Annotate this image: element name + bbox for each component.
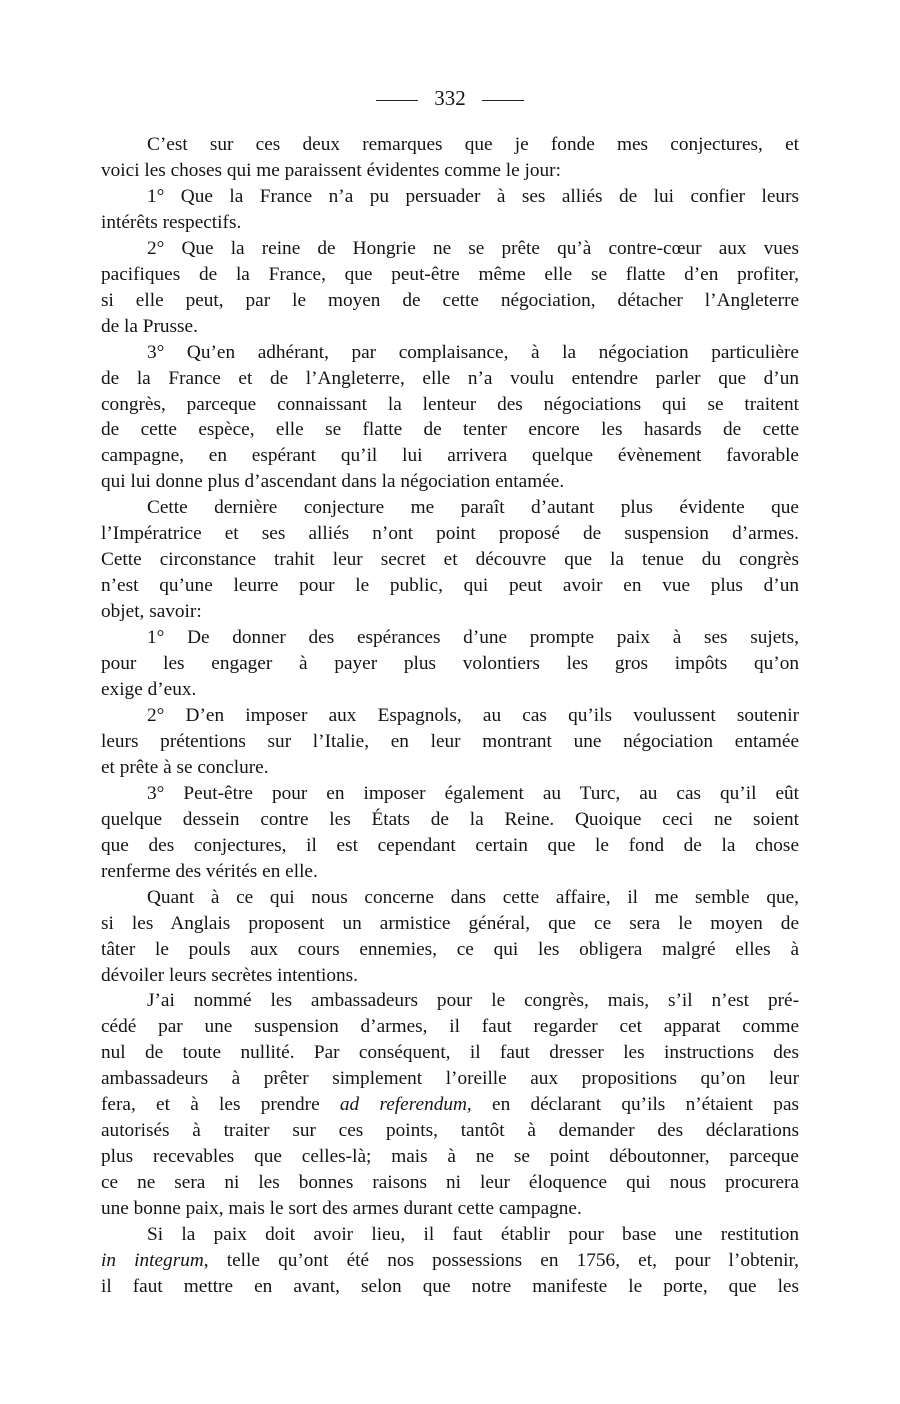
text-line: si elle peut, par le moyen de cette négociation, détacher l’Angleterre [101,289,799,311]
text-line: quelque dessein contre les États de la Reine. Quoique ceci ne soient [101,808,799,830]
page-number: 332 [434,86,466,110]
header-rule-left [376,100,418,101]
text-line: 3° Peut-être pour en imposer également au Turc, au cas qu’il eût [147,782,799,804]
text-line: une bonne paix, mais le sort des armes durant cette campagne. [101,1198,582,1220]
italic-phrase: in integrum [101,1249,204,1271]
text-line: exige d’eux. [101,679,197,701]
text-line: si les Anglais proposent un armistice général, que ce sera le moyen de [101,912,799,934]
text-line: congrès, parceque connaissant la lenteur des négociations qui se traitent [101,393,799,415]
text-line: Si la paix doit avoir lieu, il faut établir pour base une restitution [147,1224,799,1246]
text-line: ambassadeurs à prêter simplement l’oreille aux propositions qu’on leur [101,1068,799,1090]
text-line: 3° Qu’en adhérant, par complaisance, à la négociation particulière [147,341,799,363]
text-line: renferme des vérités en elle. [101,860,318,882]
text-span: , telle qu’ont été nos possessions en 1756, et, pour l’obtenir, [203,1249,799,1271]
text-line [101,1248,799,1274]
text-line: leurs prétentions sur l’Italie, en leur montrant une négociation entamée [101,730,799,752]
text-line: autorisés à traiter sur ces points, tantôt à demander des déclarations [101,1120,799,1142]
text-line: 2° Que la reine de Hongrie ne se prête qu’à contre-cœur aux vues [147,237,799,259]
body-text [101,132,799,1300]
text-line: Cette dernière conjecture me paraît d’autant plus évidente que [147,497,799,519]
text-span: , en déclarant qu’ils n’étaient pas [466,1094,800,1116]
text-line: plus recevables que celles-là; mais à ne se point déboutonner, parceque [101,1146,799,1168]
text-line: J’ai nommé les ambassadeurs pour le congrès, mais, s’il n’est pré- [147,990,799,1012]
text-line: cédé par une suspension d’armes, il faut regarder cet apparat comme [101,1016,799,1038]
page-header [0,86,900,111]
text-line: 2° D’en imposer aux Espagnols, au cas qu’ils voulussent soutenir [147,704,799,726]
text-line: n’est qu’une leurre pour le public, qui peut avoir en vue plus d’un [101,575,799,597]
text-line: tâter le pouls aux cours ennemies, ce qui les obligera malgré elles à [101,938,799,960]
text-line: Cette circonstance trahit leur secret et découvre que la tenue du congrès [101,549,799,571]
text-line: pour les engager à payer plus volontiers les gros impôts qu’on [101,653,799,675]
text-line: il faut mettre en avant, selon que notre manifeste le porte, que les [101,1275,799,1297]
text-line: C’est sur ces deux remarques que je fonde mes conjectures, et [147,134,799,155]
text-line: 1° Que la France n’a pu persuader à ses alliés de lui confier leurs [147,185,799,207]
text-line: qui lui donne plus d’ascendant dans la négociation entamée. [101,471,565,493]
text-line: intérêts respectifs. [101,211,242,233]
text-line: de cette espèce, elle se flatte de tenter encore les hasards de cette [101,419,799,441]
text-line: 1° De donner des espérances d’une prompte paix à ses sujets, [147,627,799,649]
text-line: et prête à se conclure. [101,756,269,778]
text-line: objet, savoir: [101,601,202,623]
text-line: que des conjectures, il est cependant certain que le fond de la chose [101,834,799,856]
text-line: de la Prusse. [101,315,198,337]
text-line: campagne, en espérant qu’il lui arrivera quelque évènement favorable [101,445,799,467]
text-line: nul de toute nullité. Par conséquent, il faut dresser les instructions des [101,1042,799,1064]
text-line: voici les choses qui me paraissent évidentes comme le jour: [101,159,561,181]
text-span: fera, et à les prendre [101,1094,340,1116]
text-line: Quant à ce qui nous concerne dans cette affaire, il me semble que, [147,886,799,908]
text-line: dévoiler leurs secrètes intentions. [101,964,359,986]
header-rule-right [482,100,524,101]
text-line: pacifiques de la France, que peut-être même elle se flatte d’en profiter, [101,263,799,285]
text-line: de la France et de l’Angleterre, elle n’a voulu entendre parler que d’un [101,367,799,389]
text-line [101,1092,799,1118]
text-line: ce ne sera ni les bonnes raisons ni leur éloquence qui nous procurera [101,1172,799,1194]
text-line: l’Impératrice et ses alliés n’ont point proposé de suspension d’armes. [101,523,799,545]
italic-phrase: ad referendum [339,1094,467,1116]
